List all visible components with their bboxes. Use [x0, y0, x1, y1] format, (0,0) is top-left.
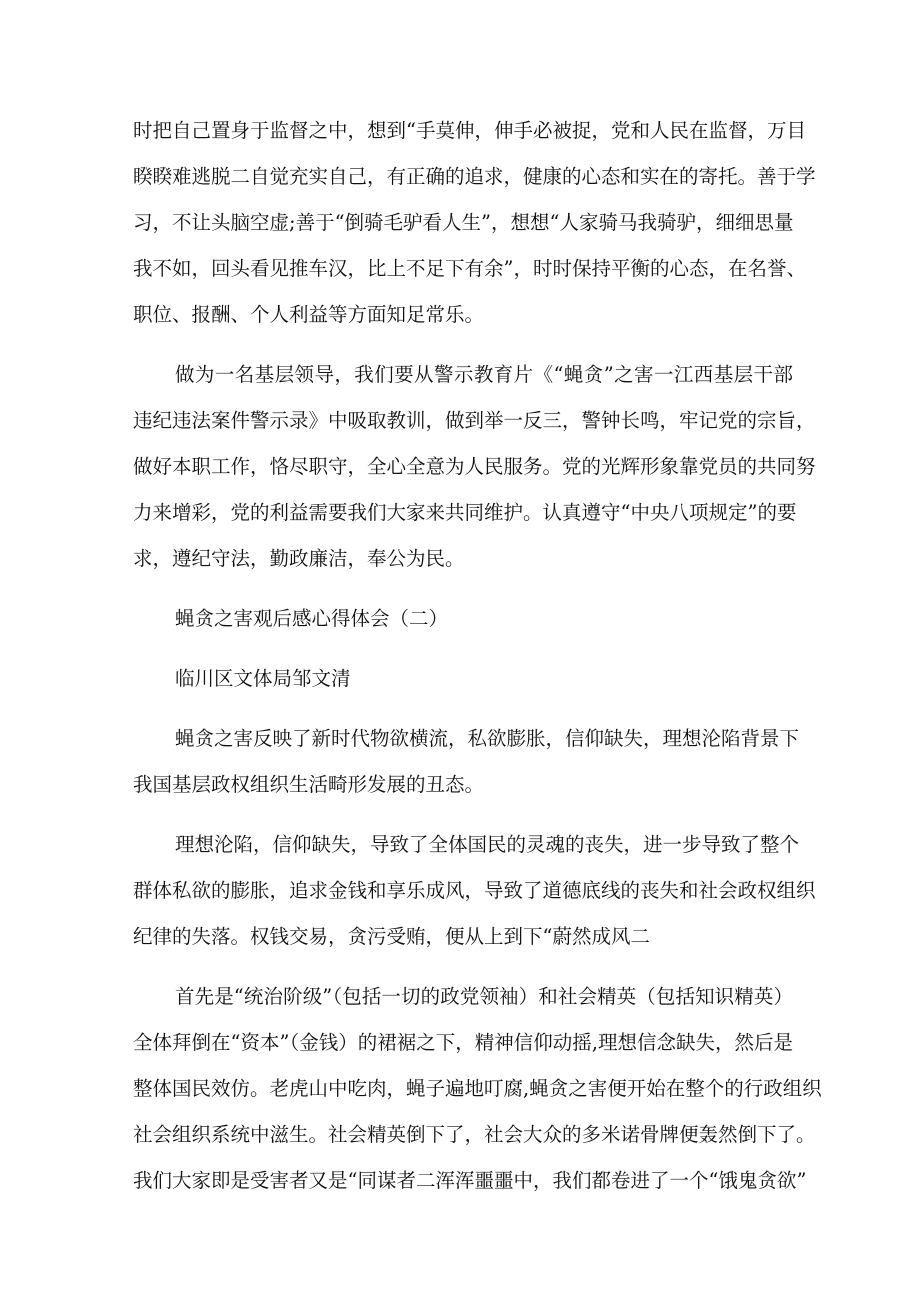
author-line [133, 656, 793, 702]
text-line: 社会组织系统中滋生。社会精英倒下了，社会大众的多米诺骨牌便轰然倒下了。 [133, 1123, 816, 1146]
text-line: 做好本职工作，恪尽职守，全心全意为人民服务。党的光辉形象靠党员的共同努 [133, 455, 816, 478]
text-line: 首先是“统治阶级”（包括一切的政党领袖）和社会精英（包括知识精英） [175, 985, 793, 1008]
text-line: 习，不让头脑空虚;善于“倒骑毛驴看人生”，想想“人家骑马我骑驴，细细思量 [133, 211, 794, 234]
text-line: 力来增彩，党的利益需要我们大家来共同维护。认真遵守“中央八项规定”的要 [133, 501, 797, 524]
paragraph [133, 822, 816, 960]
text-line: 做为一名基层领导，我们要从警示教育片《“蝇贪”之害一江西基层干部 [175, 363, 793, 386]
text-line: 纪律的失落。权钱交易，贪污受贿，便从上到下“蔚然成风二 [133, 925, 650, 948]
text-line: 求，遵纪守法，勤政廉洁，奉公为民。 [133, 547, 465, 570]
author-text: 临川区文体局邹文清 [175, 667, 351, 690]
heading-text: 蝇贪之害观后感心得体会（二） [175, 607, 449, 630]
paragraph [133, 974, 822, 1204]
text-line: 全体拜倒在“资本”（金钱）的裙裾之下，精神信仰动摇,理想信念缺失，然后是 [133, 1031, 793, 1054]
text-line: 蝇贪之害反映了新时代物欲横流，私欲膨胀，信仰缺失，理想沦陷背景下 [175, 727, 800, 750]
text-line: 睽睽难逃脱二自觉充实自己，有正确的追求，健康的心态和实在的寄托。善于学 [133, 165, 816, 188]
text-line: 我们大家即是受害者又是“同谋者二浑浑噩噩中，我们都卷进了一个“饿鬼贪欲” [133, 1169, 807, 1192]
text-line: 职位、报酬、个人利益等方面知足常乐。 [133, 303, 485, 326]
paragraph [133, 716, 800, 808]
section-heading [133, 596, 793, 642]
paragraph [133, 352, 816, 582]
text-line: 整体国民效仿。老虎山中吃肉，蝇子遍地叮腐,蝇贪之害便开始在整个的行政组织 [133, 1077, 822, 1100]
text-line: 我国基层政权组织生活畸形发展的丑态。 [133, 773, 485, 796]
text-line: 理想沦陷，信仰缺失，导致了全体国民的灵魂的丧失，进一步导致了整个 [175, 833, 800, 856]
text-line: 违纪违法案件警示录》中吸取教训，做到举一反三，警钟长鸣，牢记党的宗旨， [133, 409, 816, 432]
text-line: 时把自己置身于监督之中，想到“手莫伸，伸手必被捉，党和人民在监督，万目 [133, 119, 806, 142]
paragraph [133, 108, 816, 338]
text-line: 我不如，回头看见推车汉，比上不足下有余”，时时保持平衡的心态，在名誉、 [133, 257, 806, 280]
text-line: 群体私欲的膨胀，追求金钱和享乐成风，导致了道德底线的丧失和社会政权组织 [133, 879, 816, 902]
document-body [133, 108, 822, 1204]
